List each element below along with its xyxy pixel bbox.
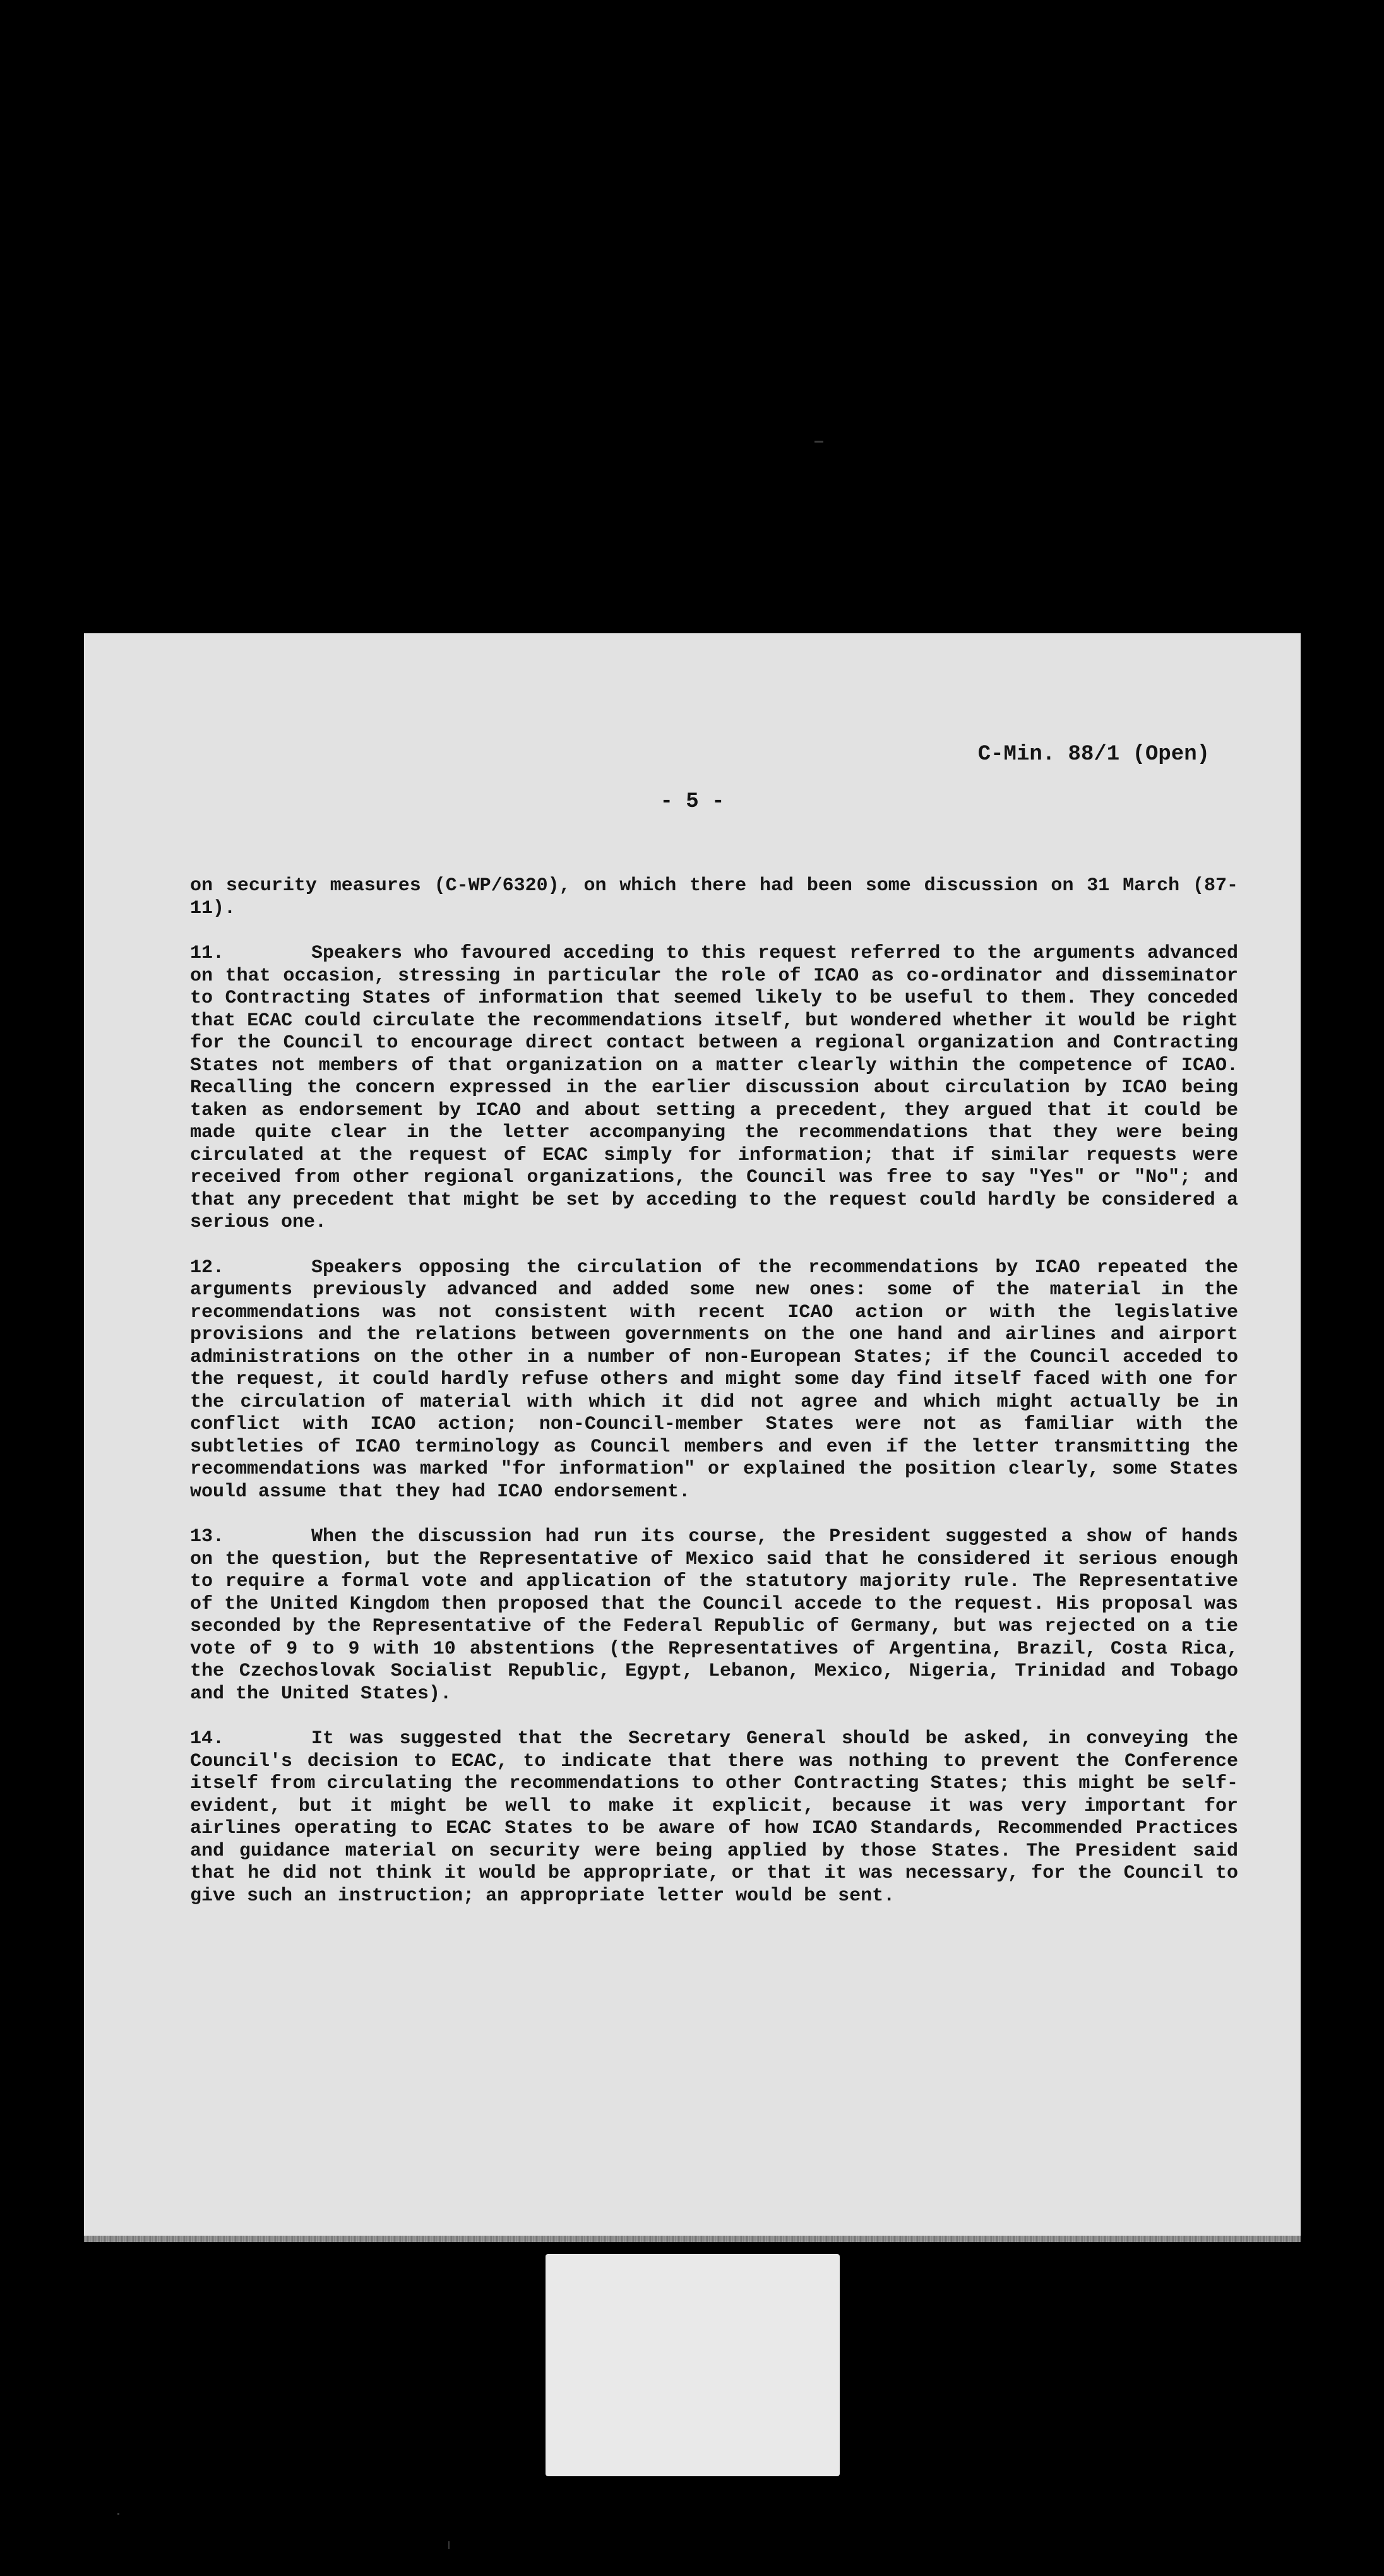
paragraph-number: 14.: [190, 1728, 225, 1750]
paragraph-11: [190, 943, 1238, 1234]
paragraph-number: 11.: [190, 943, 225, 964]
paragraph-text: Speakers who favoured acceding to this request referred to the arguments advanced on that occasion, stressing in particular the role of ICAO as co-ordinator and disseminator to Contracting States of information that seemed likely to be useful to them. They conceded that ECAC could circulate the recommendations itself, but wondered whether it would be right for the Council to encourage direct contact between a regional organization and Contracting States not members of that organization on a matter clearly within the competence of ICAO. Recalling the concern expressed in the earlier discussion about circulation by ICAO being taken as endorsement by ICAO and about setting a precedent, they argued that it could be made quite clear in the letter accompanying the recommendations that they were being circulated at the request of ECAC simply for information; that if similar requests were received from other regional organizations, the Council was free to say "Yes" or "No"; and that any precedent that might be set by acceding to the request could hardly be considered a serious one.: [190, 943, 1238, 1233]
paragraph-13: [190, 1526, 1238, 1705]
paragraph-12: [190, 1257, 1238, 1504]
paragraph-14: [190, 1728, 1238, 1907]
blank-card: [546, 2254, 840, 2476]
page-bottom-edge: [84, 2236, 1301, 2242]
document-body: [190, 875, 1238, 1930]
page-number: - 5 -: [660, 790, 725, 814]
scan-speck: [814, 441, 823, 443]
paragraph-number: 13.: [190, 1526, 225, 1547]
paragraph-number: 12.: [190, 1256, 225, 1279]
paragraph-continuation: [190, 875, 1238, 920]
paragraph-text: on security measures (C-WP/6320), on which there had been some discussion on 31 March (87-11).: [190, 875, 1238, 919]
paragraph-text: Speakers opposing the circulation of the recommendations by ICAO repeated the arguments previously advanced and added some new ones: some of the material in the recommendations was not consistent with recent ICAO action or with the legislative provisions and the relations between governments on the one hand and airlines and airport administrations on the other in a number of non-European States; if the Council acceded to the request, it could hardly refuse others and might some day find itself faced with one for the circulation of material with which it did not agree and which might actually be in conflict with ICAO action; non-Council-member States were not as familiar with the subtleties of ICAO terminology as Council members and even if the letter transmitting the recommendations was marked "for information" or explained the position clearly, some States would assume that they had ICAO endorsement.: [190, 1256, 1238, 1503]
document-page: [84, 633, 1301, 2242]
paragraph-text: It was suggested that the Secretary General should be asked, in conveying the Council's decision to ECAC, to indicate that there was nothing to prevent the Conference itself from circulating the recommendations to other Contracting States; this might be self-evident, but it might be well to make it explicit, because it was very important for airlines operating to ECAC States to be aware of how ICAO Standards, Recommended Practices and guidance material on security were being applied by those States. The President said that he did not think it would be appropriate, or that it was necessary, for the Council to give such an instruction; an appropriate letter would be sent.: [190, 1728, 1238, 1907]
document-reference: C-Min. 88/1 (Open): [977, 742, 1210, 766]
paragraph-text: When the discussion had run its course, the President suggested a show of hands on the question, but the Representative of Mexico said that he considered it serious enough to require a formal vote and application of the statutory majority rule. The Representative of the United Kingdom then proposed that the Council accede to the request. His proposal was seconded by the Representative of the Federal Republic of Germany, but was rejected on a tie vote of 9 to 9 with 10 abstentions (the Representatives of Argentina, Brazil, Costa Rica, the Czechoslovak Socialist Republic, Egypt, Lebanon, Mexico, Nigeria, Trinidad and Tobago and the United States).: [190, 1526, 1238, 1705]
scan-speck: [117, 2513, 119, 2515]
scan-speck: [448, 2541, 450, 2549]
